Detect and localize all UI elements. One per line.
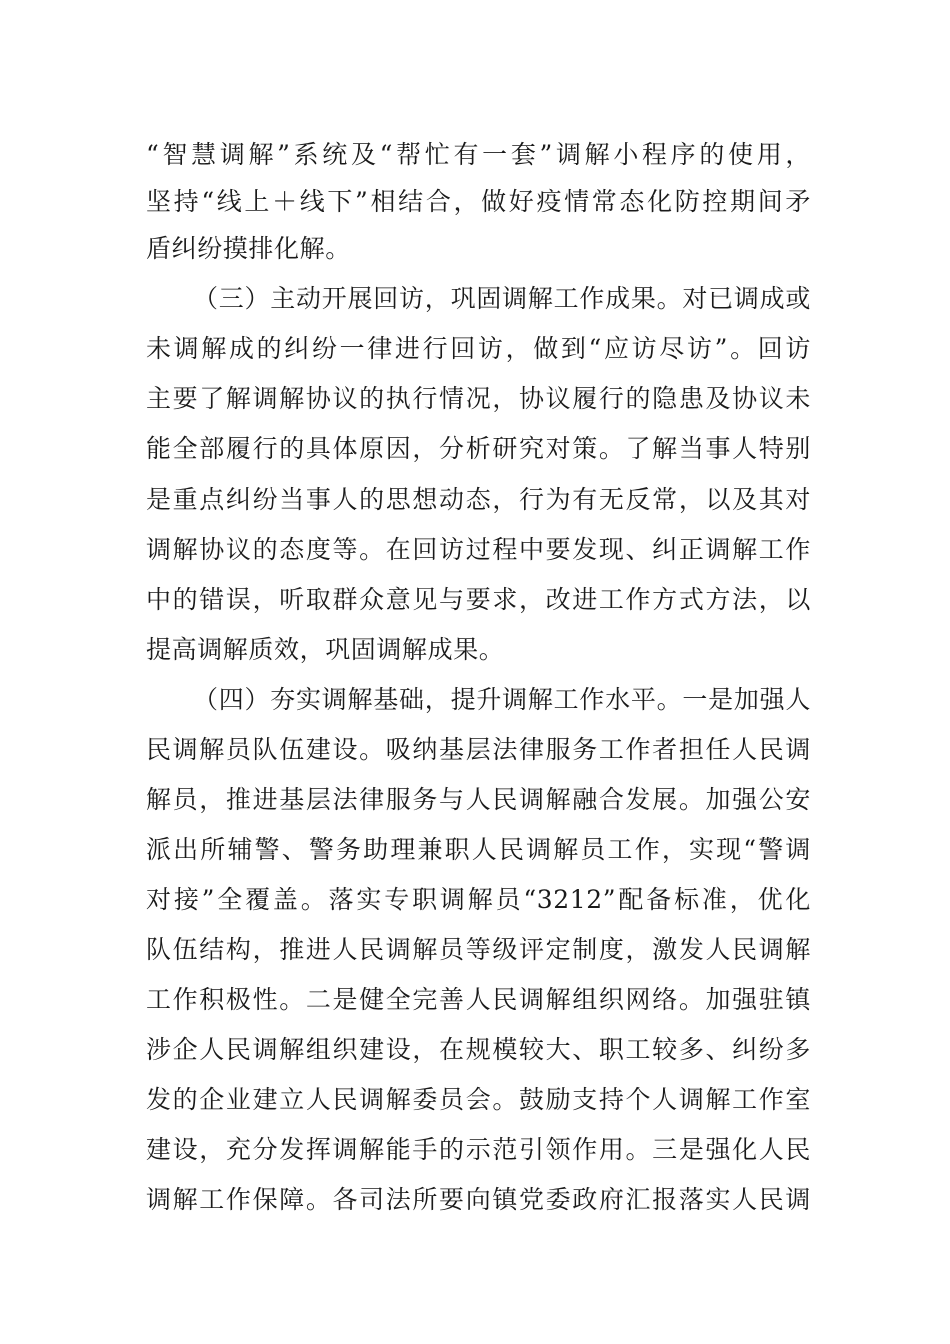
text-line: 调解协议的态度等。在回访过程中要发现、纠正调解工作 bbox=[146, 535, 811, 564]
text-line: 提高调解质效，巩固调解成果。 bbox=[146, 635, 505, 664]
text-line: 能全部履行的具体原因，分析研究对策。了解当事人特别 bbox=[146, 434, 811, 463]
text-line: 工作积极性。二是健全完善人民调解组织网络。加强驻镇 bbox=[146, 985, 811, 1014]
text-line: 是重点纠纷当事人的思想动态，行为有无反常，以及其对 bbox=[146, 485, 811, 514]
text-line: 盾纠纷摸排化解。 bbox=[146, 234, 351, 263]
text-line: 坚持“线上＋线下”相结合，做好疫情常态化防控期间矛 bbox=[146, 187, 811, 216]
text-line: 派出所辅警、警务助理兼职人民调解员工作，实现“警调 bbox=[146, 835, 811, 864]
text-line: 解员，推进基层法律服务与人民调解融合发展。加强公安 bbox=[146, 785, 811, 814]
text-line: 主要了解调解协议的执行情况，协议履行的隐患及协议未 bbox=[146, 384, 811, 413]
text-line: 涉企人民调解组织建设，在规模较大、职工较多、纠纷多 bbox=[146, 1035, 811, 1064]
text-line: 建设，充分发挥调解能手的示范引领作用。三是强化人民 bbox=[146, 1135, 811, 1164]
text-line: 对接”全覆盖。落实专职调解员“3212”配备标准，优化 bbox=[146, 885, 811, 914]
paragraph-heading-line: （四）夯实调解基础，提升调解工作水平。一是加强人 bbox=[193, 685, 811, 714]
text-line: 民调解员队伍建设。吸纳基层法律服务工作者担任人民调 bbox=[146, 735, 811, 764]
paragraph-heading-line: （三）主动开展回访，巩固调解工作成果。对已调成或 bbox=[193, 284, 811, 313]
text-line: “智慧调解”系统及“帮忙有一套”调解小程序的使用， bbox=[146, 140, 811, 169]
text-line: 中的错误，听取群众意见与要求，改进工作方式方法，以 bbox=[146, 585, 811, 614]
text-line: 调解工作保障。各司法所要向镇党委政府汇报落实人民调 bbox=[146, 1185, 811, 1214]
text-line: 未调解成的纠纷一律进行回访，做到“应访尽访”。回访 bbox=[146, 334, 811, 363]
text-line: 队伍结构，推进人民调解员等级评定制度，激发人民调解 bbox=[146, 935, 811, 964]
text-line: 发的企业建立人民调解委员会。鼓励支持个人调解工作室 bbox=[146, 1085, 811, 1114]
